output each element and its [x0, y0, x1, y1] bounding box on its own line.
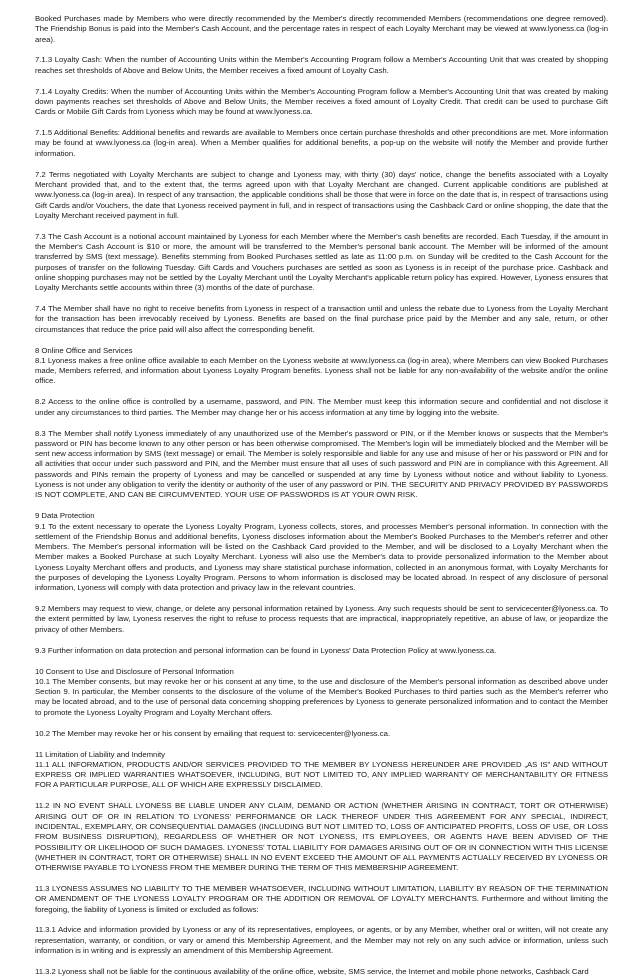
paragraph [35, 55, 608, 76]
section-heading: 9 Data Protection [35, 511, 95, 521]
paragraph [35, 87, 608, 118]
paragraph-text: 8.1 Lyoness makes a free online office available to each Member on the Lyoness website at www.lyoness.ca (log-in area), where Members can view Booked Purchases made, Members referred, and information about Lyoness Loyalty Program benefits. Lyoness shall not be liable for any non-availability of the website and/or the online office. [35, 355, 608, 386]
paragraph-text: 7.2 Terms negotiated with Loyalty Merchants are subject to change and Lyoness may, with thirty (30) days' notice, change the benefits associated with a Loyalty Merchant provided that, and to the extent that, the terms agreed upon with that Loyalty Merchant are changed. Current applicable conditions are published at www.lyoness.ca (log-in area). In respect of any transaction, the applicable conditions shall be those that were in force on the date that is, in respect of transactions using Gift Cards and/or Vouchers, the date that Lyoness received payment in full, and in respect of transactions using the Cashback Card or online shopping, the date that the Loyalty Merchant received payment in full. [35, 169, 608, 220]
paragraph [35, 128, 608, 159]
paragraph [35, 429, 608, 501]
paragraph [35, 729, 608, 739]
paragraph [35, 801, 608, 873]
paragraph-text: 9.1 To the extent necessary to operate the Lyoness Loyalty Program, Lyoness collects, stores, and processes Member's personal information. In connection with the settlement of the Friendship Bonus and additional benefits, Lyoness discloses information about the Member's Booked Purchases to the Member's referrer and other Members. The Member's personal information will be listed on the Cashback Card provided to the Member, and will be disclosed to a Loyalty Merchant when the Member makes a Booked Purchase at such Loyalty Merchant. Lyoness will also use the Member's data to provide personalized information to the Member about Lyoness Loyalty Merchant offers and products, and Lyoness may share statistical purchase information, collected in an anonymous format, with Loyalty Merchants for the purposes of developing the Lyoness Loyalty Program. Persons to whom information is disclosed may be located abroad. In respect of any disclosure of personal information, Lyoness will comply with data protection and privacy law in the relevant countries. [35, 521, 608, 593]
section-heading: 10 Consent to Use and Disclosure of Personal Information [35, 666, 234, 676]
paragraph [35, 925, 608, 956]
paragraph-text: 9.3 Further information on data protection and personal information can be found in Lyoness' Data Protection Policy at www.lyoness.ca. [35, 645, 497, 655]
paragraph [35, 604, 608, 635]
paragraph-text: 8.3 The Member shall notify Lyoness immediately of any unauthorized use of the Member's password or PIN, or if the Member knows or suspects that the Member's password or PIN has become known to any other person or has been otherwise compromised. The Member's login will be immediately blocked and the Member will be sent new access information by SMS (text message) or email. The Member is solely responsible and liable for any use and misuse of her or his password or PIN and for all activities that occur under such password and PIN, and the Member must ensure that all uses of such password and PIN are in compliance with this Agreement. All passwords and PINs remain the property of Lyoness and may be cancelled or suspended at any time by Lyoness without notice and without liability to Lyoness. Lyoness is not under any obligation to verify the identity or authority of the user of any password or PIN. THE SECURITY AND PRIVACY PROVIDED BY PASSWORDS IS NOT COMPLETE, AND CAN BE CIRCUMVENTED. YOUR USE OF PASSWORDS IS AT YOUR OWN RISK. [35, 428, 608, 500]
paragraph [35, 511, 608, 593]
paragraph-text: 11.3.2 Lyoness shall not be liable for the continuous availability of the online office, website, SMS service, the Internet and mobile phone networks, Cashback Card [35, 966, 589, 976]
paragraph-text: 11.2 IN NO EVENT SHALL LYONESS BE LIABLE UNDER ANY CLAIM, DEMAND OR ACTION (WHETHER ARISING IN CONTRACT, TORT OR OTHERWISE) ARISING OUT OF OR IN RELATION TO LYONESS' PERFORMANCE OR LACK THEREOF UNDER THIS AGREEMENT FOR ANY SPECIAL, INDIRECT, INCIDENTAL, EXEMPLARY, OR CONSEQUENTIAL DAMAGES (INCLUDING BUT NOT LIMITED TO, LOSS OF ANTICIPATED PROFITS, LOSS OF USE, OR LOSS FROM BUSINESS DISRUPTION), REGARDLESS OF WHETHER OR NOT LYONESS, ITS EMPLOYEES, OR AGENTS HAVE BEEN ADVISED OF THE POSSIBILITY OR LIKELIHOOD OF SUCH DAMAGES. LYONESS' TOTAL LIABILITY FOR DAMAGES ARISING OUT OF OR IN CONNECTION WITH THIS LICENSE (WHETHER IN CONTRACT, TORT OR OTHERWISE) SHALL IN NO EVENT EXCEED THE AMOUNT OF ALL PAYMENTS ACTUALLY RECEIVED BY LYONESS OR OTHERWISE PAYABLE TO LYONESS FROM THE MEMBER DURING THE TERM OF THIS MEMBERSHIP AGREEMENT. [35, 801, 608, 873]
paragraph [35, 170, 608, 221]
section-heading: 11 Limitation of Liability and Indemnity [35, 749, 166, 759]
paragraph [35, 346, 608, 387]
paragraph [35, 397, 608, 418]
paragraph-text: 11.1 ALL INFORMATION, PRODUCTS AND/OR SERVICES PROVIDED TO THE MEMBER BY LYONESS HEREUNDER ARE PROVIDED „AS IS" AND WITHOUT EXPRESS OR IMPLIED WARRANTIES WHATSOEVER, INCLUDING, BUT NOT LIMITED TO, ANY IMPLIED WARRANTY OF MERCHANTABILITY OR FITNESS FOR A PARTICULAR PURPOSE, ALL OF WHICH ARE EXPRESSLY DISCLAIMED. [35, 759, 608, 790]
paragraph [35, 750, 608, 791]
paragraph-text: 9.2 Members may request to view, change, or delete any personal information retained by Lyoness. Any such requests should be sent to servicecenter@lyoness.ca. To the extent permitted by law, Lyoness reserves the right to refuse to process requests that are impractical, inappropriately repetitive, an abuse of law, or jeopardize the privacy of other Members. [35, 604, 608, 634]
paragraph-text: 8.2 Access to the online office is controlled by a username, password, and PIN. The Member must keep this information secure and confidential and not disclose it under any circumstances to third parties. The Member may change her or his access information at any time by logging into the website. [35, 397, 608, 417]
paragraph [35, 646, 608, 656]
paragraph-text: 7.1.5 Additional Benefits: Additional benefits and rewards are available to Members once certain purchase thresholds and other preconditions are met. More information may be found at www.lyoness.ca (log-in area). When a Member qualifies for additional benefits, a pop-up on the website will notify the Member and provide further information. [35, 128, 608, 158]
paragraph-text: 7.4 The Member shall have no right to receive benefits from Lyoness in respect of a transaction until and unless the rebate due to Lyoness from the Loyalty Merchant for the transaction has been irrevocably received by Lyoness. Benefits are based on the final purchase price paid by the Member and any sale, return, or other circumstances that reduce the price paid will also affect the corresponding benefit. [35, 304, 608, 334]
paragraph-text: 10.1 The Member consents, but may revoke her or his consent at any time, to the use and disclosure of the Member's personal information as described above under Section 9. In particular, the Member consents to the disclosure of the volume of the Member's Booked Purchases to third parties such as the Member's referrer who may be located abroad, and to the use of personal data concerning shopping preferences by Lyoness to generate personalized information and to contact the Member to promote the Lyoness Loyalty Program and Loyalty Merchant offers. [35, 676, 608, 717]
paragraph [35, 884, 608, 915]
paragraph-text: 10.2 The Member may revoke her or his consent by emailing that request to: servicecenter@lyoness.ca. [35, 728, 391, 738]
paragraph [35, 232, 608, 294]
paragraph-text: 7.1.3 Loyalty Cash: When the number of Accounting Units within the Member's Accounting Program follow a Member's Accounting Unit that was created by shopping reaches set thresholds of Above and Below Units, the Member receives a fixed amount of Loyalty Cash. [35, 55, 608, 75]
paragraph [35, 14, 608, 45]
paragraph-text: 11.3.1 Advice and information provided by Lyoness or any of its representatives, employees, or agents, or by any Member, whether oral or written, will not create any representation, warranty, or condition, or vary or amend this Membership Agreement, and the Member may not rely on any such advice or information, unless such information is in writing and is expressly an amendment of this Membership Agreement. [35, 925, 608, 956]
paragraph [35, 967, 608, 977]
paragraph [35, 667, 608, 718]
paragraph-text: 7.1.4 Loyalty Credits: When the number of Accounting Units within the Member's Accounting Program follow a Member's Accounting Unit that was created by making down payments reaches set thresholds of Above and Below Units, the Member receives a fixed amount of Loyalty Credit. That credit can be used to purchase Gift Cards or Mobile Gift Cards from Lyoness which may be found at www.lyoness.ca. [35, 86, 608, 117]
paragraph-text: 7.3 The Cash Account is a notional account maintained by Lyoness for each Member where the Member's cash benefits are recorded. Each Tuesday, if the amount in the Member's Cash Account is $10 or more, the amount will be transferred to the Member's personal bank account. The Member will be informed of the amount transferred by SMS (text message). Benefits stemming from Booked Purchases settled as late as 11:00 p.m. on Sunday will be credited to the Cash Account for the purposes of transfer on the following Tuesday. Gift Cards and Vouchers purchases are settled as soon as Lyoness is in receipt of the purchase price. Cashback and online shopping purchases may not be settled by the Loyalty Merchant until the Loyalty Merchant's applicable return policy has expired. However, Lyoness ensures that Loyalty Merchants settle accounts within three (3) months of the date of purchase. [35, 231, 608, 293]
paragraph-text: 11.3 LYONESS ASSUMES NO LIABILITY TO THE MEMBER WHATSOEVER, INCLUDING WITHOUT LIMITATION, LIABILITY BY REASON OF THE TERMINATION OR AMENDMENT OF THE LYONESS LOYALTY PROGRAM OR THE ADDITION OR REMOVAL OF LOYALTY MERCHANTS. Furthermore and without limiting the foregoing, the liability of Lyoness is limited or excluded as follows: [35, 883, 608, 914]
paragraph [35, 304, 608, 335]
paragraph-text: Booked Purchases made by Members who were directly recommended by the Member's directly recommended Members (recommendations one degree removed). The Friendship Bonus is paid into the Member's Cash Account, and the percentage rates in respect of each Loyalty Merchant may be viewed at www.lyoness.ca (log-in area). [35, 14, 608, 44]
section-heading: 8 Online Office and Services [35, 345, 133, 355]
